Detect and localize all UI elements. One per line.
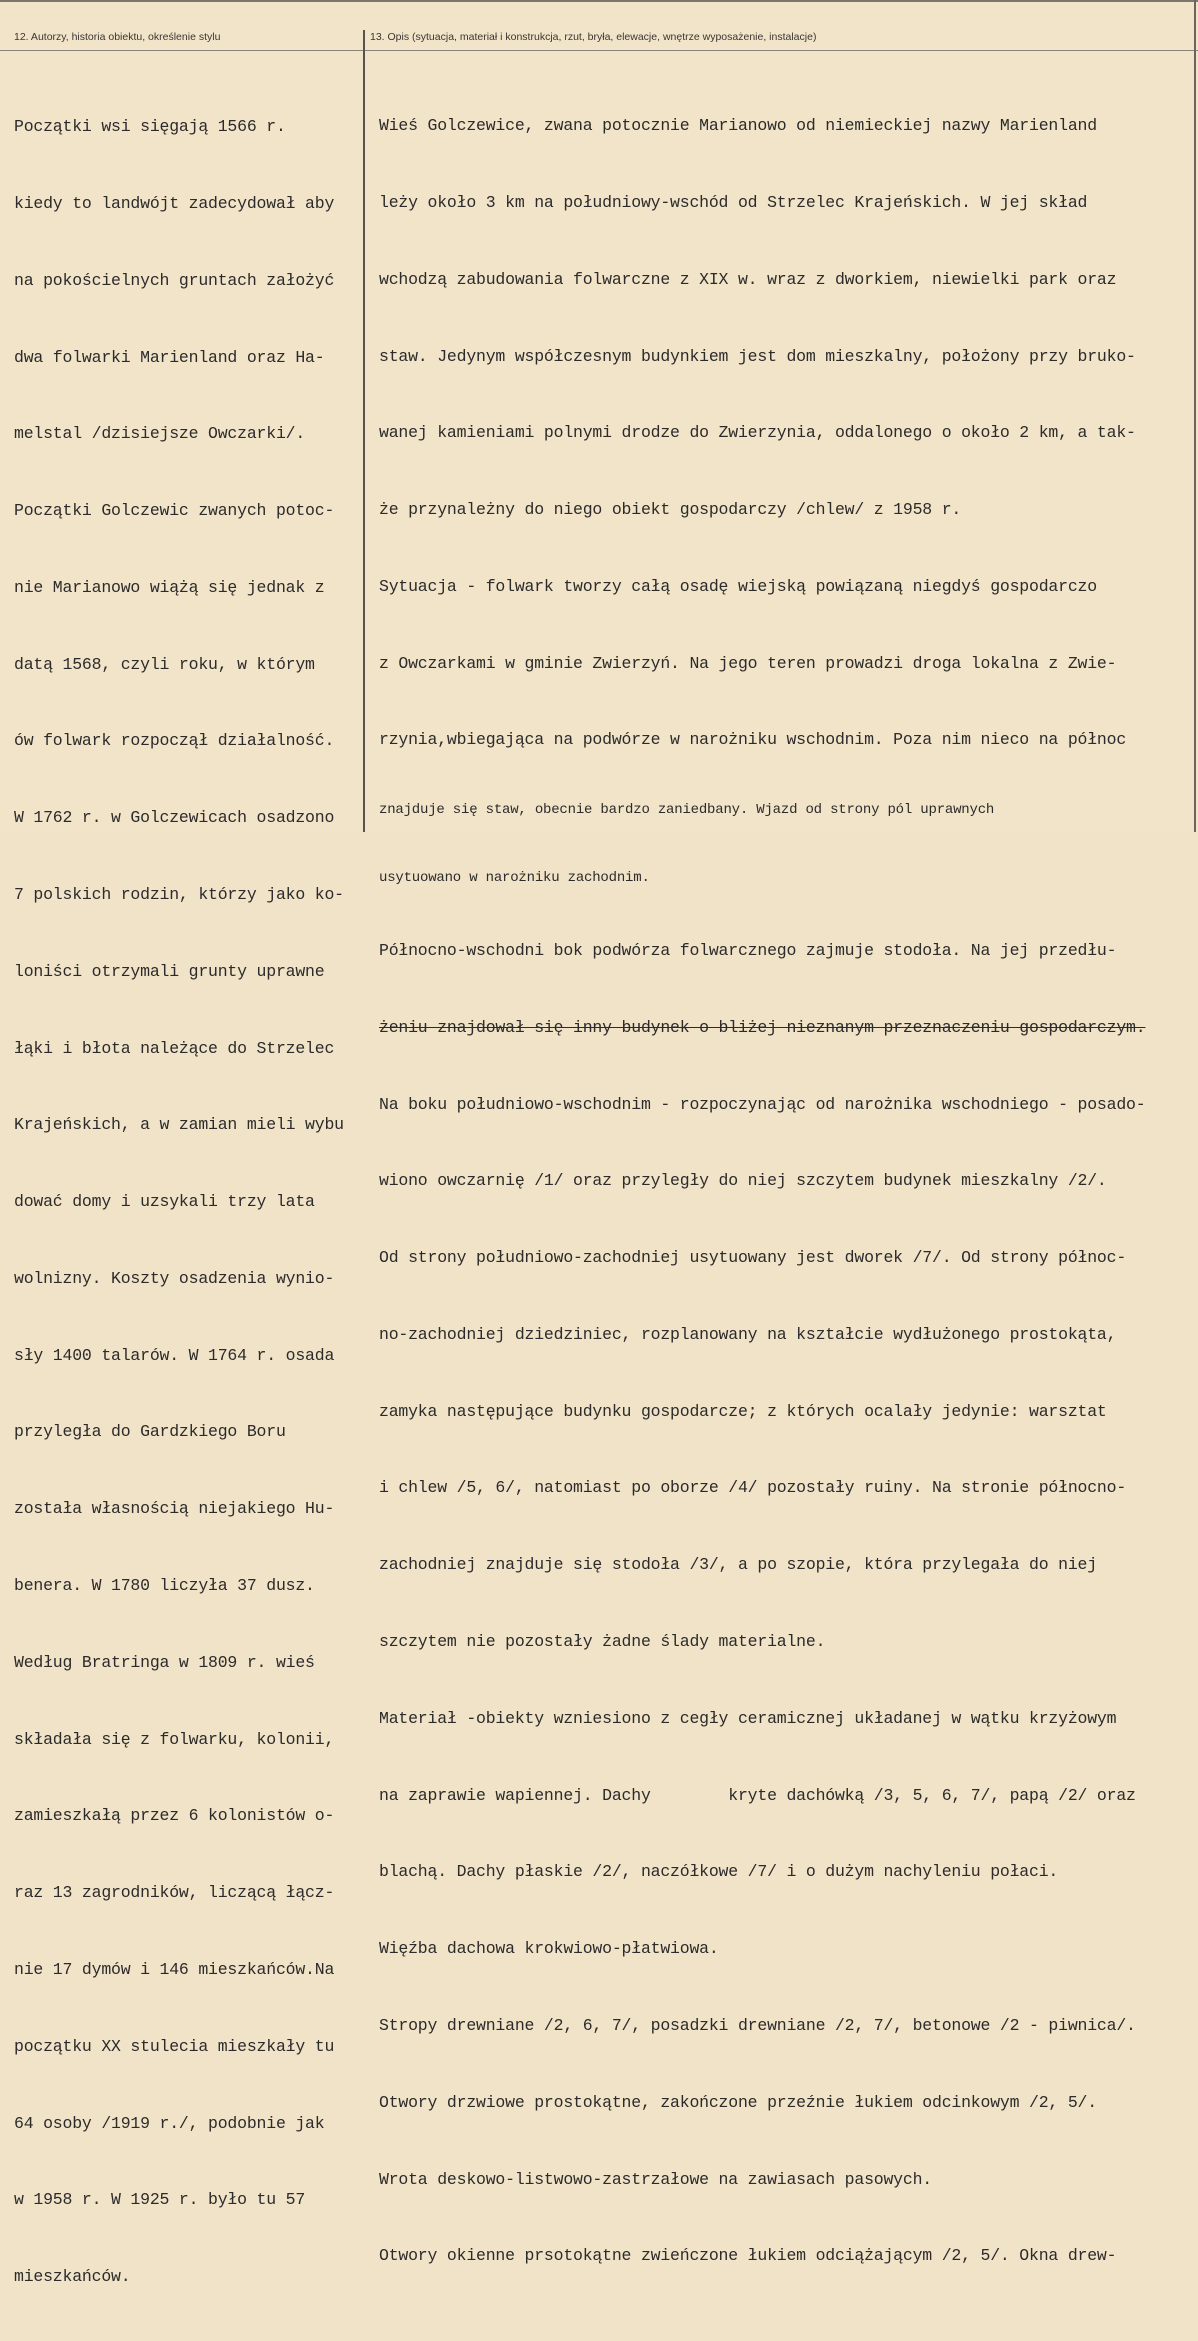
description-line: Północno-wschodni bok podwórza folwarcznego zajmuje stodoła. Na jej przedłu- <box>379 941 1117 960</box>
description-line: Materiał -obiekty wzniesiono z cegły ceramicznej układanej w wątku krzyżowym <box>379 1708 1117 1728</box>
description-line: usytuowano w narożniku zachodnim. <box>379 869 650 886</box>
description-line: Od strony południowo-zachodniej usytuowany jest dworek /7/. Od strony północ- <box>379 1248 1127 1268</box>
description-line: Wieś Golczewice, zwana potocznie Marianowo od niemieckiej nazwy Marienland <box>379 116 1097 136</box>
description-column <box>379 62 1191 2320</box>
description-line: i chlew /5, 6/, natomiast po oborze /4/ pozostały ruiny. Na stronie północno- <box>379 1478 1127 1498</box>
description-line: staw. Jedynym współczesnym budynkiem jest dom mieszkalny, położony przy bruko- <box>379 346 1136 366</box>
description-line: znajduje się staw, obecnie bardzo zaniedbany. Wjazd od strony pól uprawnych <box>379 801 995 818</box>
description-line: wiono owczarnię /1/ oraz przyległy do niej szczytem budynek mieszkalny /2/. <box>379 1171 1107 1191</box>
description-line: Stropy drewniane /2, 6, 7/, posadzki drewniane /2, 7/, betonowe /2 - piwnica/. <box>379 2015 1136 2035</box>
description-line: rzynia,wbiegająca na podwórze w narożniku wschodnim. Poza nim nieco na północ <box>379 730 1127 750</box>
description-line-struck: żeniu znajdował się inny budynek o bliżej nieznanym przeznaczeniu gospodarczym. <box>379 1017 1146 1037</box>
history-line: raz 13 zagrodników, liczącą łącz- <box>14 1883 335 1903</box>
history-line: Krajeńskich, a w zamian mieli wybu <box>14 1115 344 1135</box>
description-line: szczytem nie pozostały żadne ślady materialne. <box>379 1632 826 1652</box>
history-line: ów folwark rozpoczął działalność. <box>14 731 335 751</box>
right-border-rule <box>1194 0 1196 832</box>
history-line: przyległa do Gardzkiego Boru <box>14 1422 286 1442</box>
description-line: Sytuacja - folwark tworzy całą osadę wiejską powiązaną niegdyś gospodarczo <box>379 576 1097 596</box>
description-line: Więźba dachowa krokwiowo-płatwiowa. <box>379 1939 719 1959</box>
history-line: W 1762 r. w Golczewicach osadzono <box>14 808 335 828</box>
history-line: kiedy to landwójt zadecydował aby <box>14 193 335 213</box>
description-line: wanej kamieniami polnymi drodze do Zwierzynia, oddalonego o około 2 km, a tak- <box>379 423 1136 443</box>
description-line: wchodzą zabudowania folwarczne z XIX w. wraz z dworkiem, niewielki park oraz <box>379 269 1117 289</box>
history-line: łąki i błota należące do Strzelec <box>14 1038 335 1058</box>
history-line: Początki wsi sięgają 1566 r. <box>14 117 286 137</box>
history-line: składała się z folwarku, kolonii, <box>14 1729 335 1749</box>
history-line: loniści otrzymali grunty uprawne <box>14 961 325 981</box>
history-line: Według Bratringa w 1809 r. wieś <box>14 1652 315 1672</box>
history-line: Początki Golczewic zwanych potoc- <box>14 501 335 521</box>
section-12-header: 12. Autorzy, historia obiektu, określenie stylu <box>14 31 221 43</box>
description-line: że przynależny do niego obiekt gospodarczy /chlew/ z 1958 r. <box>379 500 962 520</box>
history-line: nie 17 dymów i 146 mieszkańców.Na <box>14 1959 335 1979</box>
description-line: blachą. Dachy płaskie /2/, naczółkowe /7/ i o dużym nachyleniu połaci. <box>379 1862 1059 1882</box>
description-line: no-zachodniej dziedziniec, rozplanowany na kształcie wydłużonego prostokąta, <box>379 1324 1117 1344</box>
description-line: z Owczarkami w gminie Zwierzyń. Na jego teren prowadzi droga lokalna z Zwie- <box>379 653 1117 673</box>
history-line: początku XX stulecia mieszkały tu <box>14 2036 335 2056</box>
history-line: nie Marianowo wiążą się jednak z <box>14 577 325 597</box>
history-line: w 1958 r. W 1925 r. było tu 57 <box>14 2190 306 2210</box>
description-line: Wrota deskowo-listwowo-zastrzałowe na zawiasach pasowych. <box>379 2169 932 2189</box>
history-line: datą 1568, czyli roku, w którym <box>14 654 315 674</box>
description-line: zachodniej znajduje się stodoła /3/, a po szopie, która przylegała do niej <box>379 1555 1097 1575</box>
history-line: zamieszkałą przez 6 kolonistów o- <box>14 1806 335 1826</box>
description-line: na zaprawie wapiennej. Dachy kryte dachówką /3, 5, 6, 7/, papą /2/ oraz <box>379 1785 1136 1805</box>
history-line: sły 1400 talarów. W 1764 r. osada <box>14 1345 335 1365</box>
top-border-rule <box>0 0 1198 2</box>
history-line: dwa folwarki Marienland oraz Ha- <box>14 347 325 367</box>
history-line: wolnizny. Koszty osadzenia wynio- <box>14 1268 335 1288</box>
history-line: została własnością niejakiego Hu- <box>14 1499 335 1519</box>
column-divider-rule <box>363 30 365 832</box>
header-divider-rule <box>0 50 1198 51</box>
description-line: leży około 3 km na południowy-wschód od Strzelec Krajeńskich. W jej skład <box>379 192 1088 212</box>
history-line: melstal /dzisiejsze Owczarki/. <box>14 424 306 444</box>
history-column <box>14 63 359 2341</box>
description-line: Otwory okienne prsotokątne zwieńczone łukiem odciążającym /2, 5/. Okna drew- <box>379 2246 1117 2266</box>
history-line: mieszkańców. <box>14 2267 131 2287</box>
description-line: Otwory drzwiowe prostokątne, zakończone przeźnie łukiem odcinkowym /2, 5/. <box>379 2092 1097 2112</box>
section-13-header: 13. Opis (sytuacja, materiał i konstrukcja, rzut, bryła, elewacje, wnętrze wyposażenie, instalacje) <box>370 31 817 43</box>
description-line: Na boku południowo-wschodnim - rozpoczynając od narożnika wschodniego - posado- <box>379 1094 1146 1114</box>
description-line: zamyka następujące budynku gospodarcze; z których ocalały jedynie: warsztat <box>379 1401 1107 1421</box>
history-line: benera. W 1780 liczyła 37 dusz. <box>14 1576 315 1596</box>
history-line: na pokościelnych gruntach założyć <box>14 270 335 290</box>
history-line: 64 osoby /1919 r./, podobnie jak <box>14 2113 325 2133</box>
history-line: dować domy i uzsykali trzy lata <box>14 1192 315 1212</box>
history-line: 7 polskich rodzin, którzy jako ko- <box>14 885 344 904</box>
